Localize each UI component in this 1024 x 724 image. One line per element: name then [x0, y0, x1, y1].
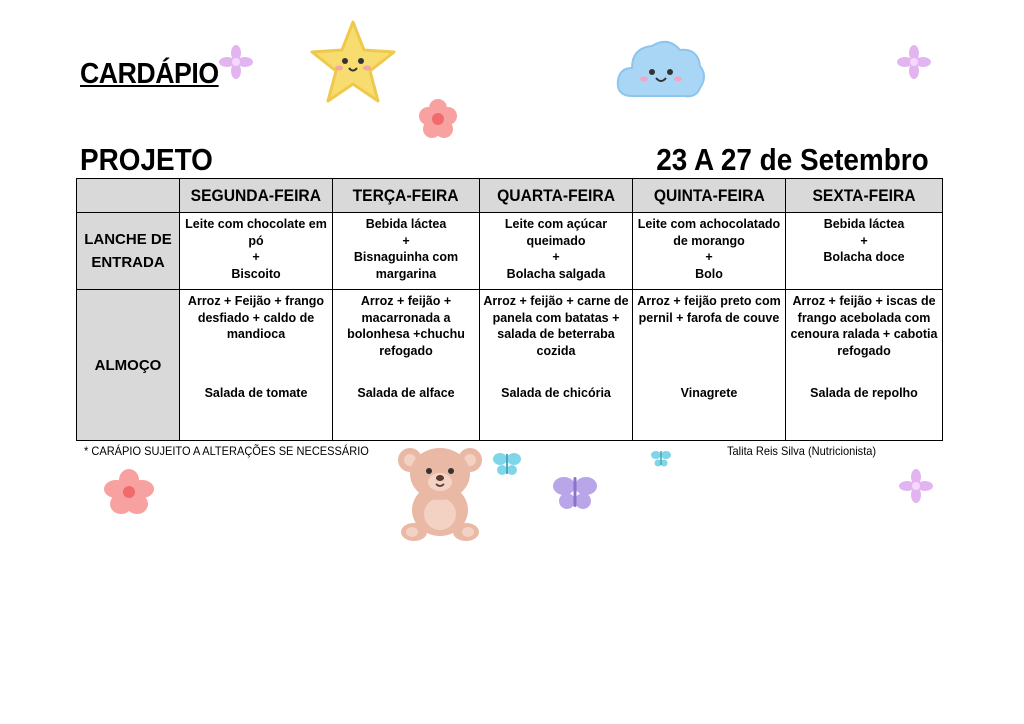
day-header: TERÇA-FEIRA: [333, 179, 480, 213]
flower-icon: [100, 468, 158, 516]
menu-cell: Arroz + feijão + carne de panela com batatas + salada de beterraba cozida Salada de chicória: [480, 290, 633, 441]
salad-item: Vinagrete: [680, 386, 738, 400]
flower-icon: [218, 44, 254, 80]
corner-cell: [77, 179, 180, 213]
menu-cell: Arroz + feijão + macarronada a bolonhesa +chuchu refogado Salada de alface: [333, 290, 480, 441]
day-header: QUINTA-FEIRA: [633, 179, 786, 213]
page-title: CARDÁPIO: [80, 58, 219, 90]
salad-item: Salada de alface: [357, 386, 455, 400]
butterfly-icon: [552, 472, 598, 512]
project-heading: PROJETO: [80, 142, 213, 177]
menu-cell: Arroz + Feijão + frango desfiado + caldo de mandioca Salada de tomate: [180, 290, 333, 441]
menu-cell: Bebida láctea + Bolacha doce: [786, 213, 943, 290]
salad-item: Salada de tomate: [204, 386, 308, 400]
table-row: [77, 290, 943, 441]
flower-icon: [896, 44, 932, 80]
row-label-snack: LANCHE DE ENTRADA: [77, 213, 180, 290]
disclaimer-note: * CARÁPIO SUJEITO A ALTERAÇÕES SE NECESSÁRIO: [84, 444, 369, 458]
menu-cell: Arroz + feijão preto com pernil + farofa de couve Vinagrete: [633, 290, 786, 441]
row-label-lunch: ALMOÇO: [77, 290, 180, 441]
day-header: SEGUNDA-FEIRA: [180, 179, 333, 213]
nutritionist-signature: Talita Reis Silva (Nutricionista): [727, 444, 877, 458]
teddy-bear-icon: [392, 440, 488, 542]
flower-icon: [898, 468, 934, 504]
star-icon: [308, 18, 398, 106]
menu-cell: Leite com açúcar queimado + Bolacha salgada: [480, 213, 633, 290]
table-header-row: [77, 179, 943, 213]
menu-cell: Bebida láctea + Bisnaguinha com margarina: [333, 213, 480, 290]
table-row: [77, 213, 943, 290]
day-header: QUARTA-FEIRA: [480, 179, 633, 213]
menu-cell: Leite com achocolatado de morango + Bolo: [633, 213, 786, 290]
salad-item: Salada de chicória: [501, 386, 611, 400]
butterfly-icon: [492, 450, 522, 478]
menu-table: [76, 178, 943, 441]
cloud-icon: [612, 32, 708, 104]
salad-item: Salada de repolho: [810, 386, 918, 400]
butterfly-icon: [650, 448, 672, 468]
day-header: SEXTA-FEIRA: [786, 179, 943, 213]
menu-cell: Arroz + feijão + iscas de frango acebolada com cenoura ralada + cabotia refogado Salada de repolho: [786, 290, 943, 441]
menu-cell: Leite com chocolate em pó + Biscoito: [180, 213, 333, 290]
flower-icon: [416, 96, 460, 142]
date-range: 23 A 27 de Setembro: [656, 142, 929, 177]
